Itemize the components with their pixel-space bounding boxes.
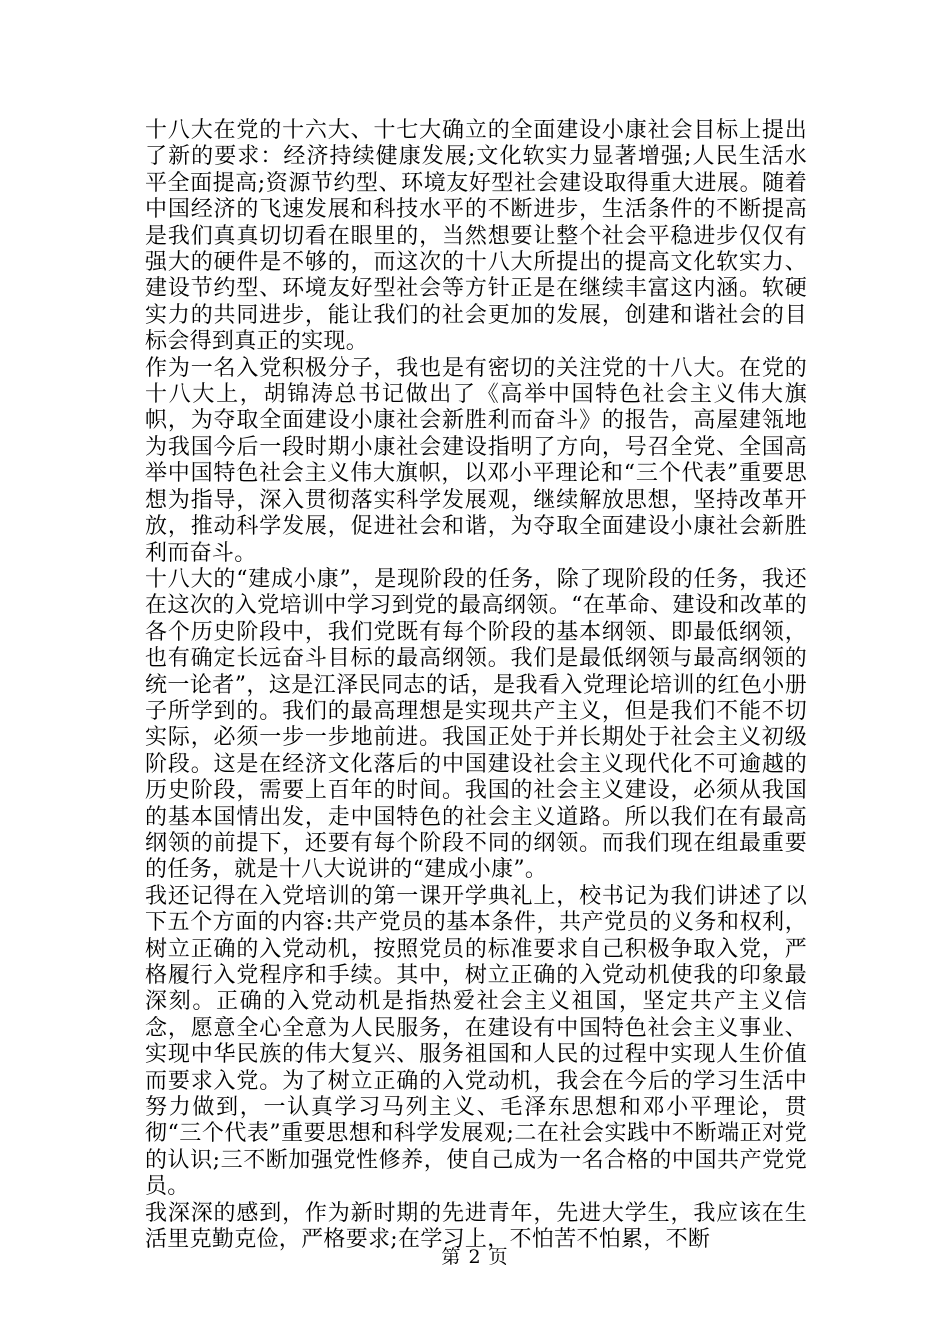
paragraph-4: 我还记得在入党培训的第一课开学典礼上，校书记为我们讲述了以下五个方面的内容:共产党员的基本条件，共产党员的义务和权利，树立正确的入党动机，按照党员的标准要求自己积极争取入党，严格履行入党程序和手续。其中，树立正确的入党动机使我的印象最深刻。正确的入党动机是指热爱社会主义祖国，坚定共产主义信念，愿意全心全意为人民服务，在建设有中国特色社会主义事业、实现中华民族的伟大复兴、服务祖国和人民的过程中实现人生价值而要求入党。为了树立正确的入党动机，我会在今后的学习生活中努力做到，一认真学习马列主义、毛泽东思想和邓小平理论，贯彻“三个代表”重要思想和科学发展观;二在社会实践中不断端正对党的认识;三不断加强党性修养，使自己成为一名合格的中国共产党党员。 — [145, 883, 807, 1200]
paragraph-3: 十八大的“建成小康”，是现阶段的任务，除了现阶段的任务，我还在这次的入党培训中学习到党的最高纲领。“在革命、建设和改革的各个历史阶段中，我们党既有每个阶段的基本纲领、即最低纲领，也有确定长远奋斗目标的最高纲领。我们是最低纲领与最高纲领的统一论者”，这是江泽民同志的话，是我看入党理论培训的红色小册子所学到的。我们的最高理想是实现共产主义，但是我们不能不切实际，必须一步一步地前进。我国正处于并长期处于社会主义初级阶段。这是在经济文化落后的中国建设社会主义现代化不可逾越的历史阶段，需要上百年的时间。我国的社会主义建设，必须从我国的基本国情出发，走中国特色的社会主义道路。所以我们在有最高纲领的前提下，还要有每个阶段不同的纲领。而我们现在组最重要的任务，就是十八大说讲的“建成小康”。 — [145, 566, 807, 883]
paragraph-5: 我深深的感到，作为新时期的先进青年，先进大学生，我应该在生活里克勤克俭，严格要求;在学习上，不怕苦不怕累，不断 — [145, 1200, 807, 1253]
body-text — [145, 118, 807, 1253]
paragraph-1: 十八大在党的十六大、十七大确立的全面建设小康社会目标上提出了新的要求：经济持续健康发展;文化软实力显著增强;人民生活水平全面提高;资源节约型、环境友好型社会建设取得重大进展。随着中国经济的飞速发展和科技水平的不断进步，生活条件的不断提高是我们真真切切看在眼里的，当然想要让整个社会平稳进步仅仅有强大的硬件是不够的，而这次的十八大所提出的提高文化软实力、建设节约型、环境友好型社会等方针正是在继续丰富这内涵。软硬实力的共同进步，能让我们的社会更加的发展，创建和谐社会的目标会得到真正的实现。 — [145, 118, 807, 355]
page-number: 第 2 页 — [441, 1246, 509, 1268]
paragraph-2: 作为一名入党积极分子，我也是有密切的关注党的十八大。在党的十八大上，胡锦涛总书记做出了《高举中国特色社会主义伟大旗帜，为夺取全面建设小康社会新胜利而奋斗》的报告，高屋建瓴地为我国今后一段时期小康社会建设指明了方向，号召全党、全国高举中国特色社会主义伟大旗帜，以邓小平理论和“三个代表”重要思想为指导，深入贯彻落实科学发展观，继续解放思想，坚持改革开放，推动科学发展，促进社会和谐，为夺取全面建设小康社会新胜利而奋斗。 — [145, 355, 807, 566]
